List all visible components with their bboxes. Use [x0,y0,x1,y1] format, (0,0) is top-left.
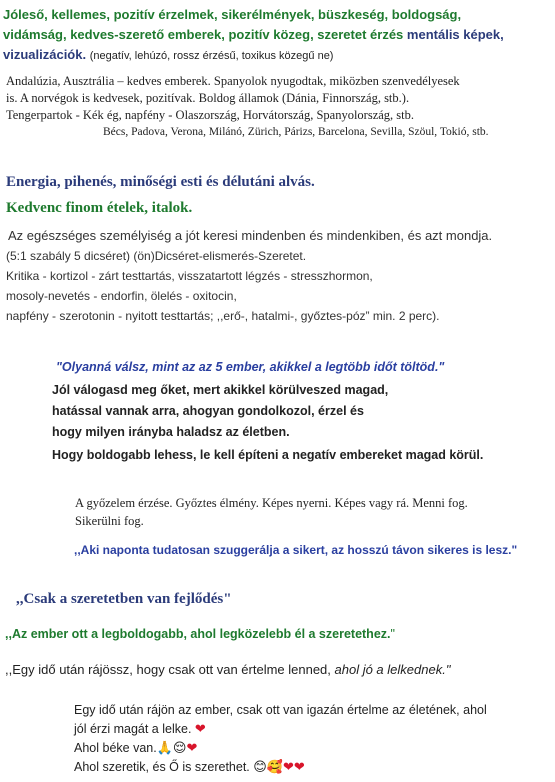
love-realize-text: ,,Egy idő után rájössz, hogy csak ott van értelme lenned, [5,662,335,677]
love-quote-end: " [390,627,395,641]
places-line-4: Bécs, Padova, Verona, Milánó, Zürich, Párizs, Barcelona, Sevilla, Szöul, Tokió, stb. [103,126,489,138]
places-block [6,73,554,141]
heart-icon-2: ❤ [186,741,198,756]
success-line-1: A győzelem érzése. Győztes élmény. Képes nyerni. Képes vagy rá. Menni fog. [75,496,468,510]
intro-block [3,5,553,66]
health-line-1: Az egészséges személyiség a jót keresi mindenben és mindenkiben, és azt mondja. [8,228,493,243]
love-realize-italic: ahol jó a lelkednek." [334,662,451,677]
health-line-2: (5:1 szabály 5 dicséret) (ön)Dicséret-elismerés-Szeretet. [6,249,307,263]
health-line-3: Kritika - kortizol - zárt testtartás, visszatartott légzés - stresszhormon, [6,269,373,283]
closing-line-1: Egy idő után rájön az ember, csak ott van igazán értelme az életének, ahol [74,703,487,717]
closing-line-3: Ahol béke van. [74,741,157,755]
places-line-1: Andalúzia, Ausztrália – kedves emberek. Spanyolok nyugodtak, miközben szenvedélyesek [6,74,460,88]
places-line-3: Tengerpartok - Kék ég, napfény - Olaszország, Horvátország, Spanyolország, stb. [6,108,415,122]
success-quote: ,,Aki naponta tudatosan szuggerálja a sikert, az hosszú távon sikeres is lesz." [74,543,518,557]
heart-icon: ❤ [194,722,206,737]
quote1-line-1: Jól válogasd meg őket, mert akikkel körülveszed magad, [52,383,389,397]
love-quote-text: ,,Az ember ott a legboldogabb, ahol legközelebb él a szeretethez. [5,627,391,641]
health-line-5: napfény - szerotonin - nyitott testtartás; ,,erő-, hatalmi-, győztes-póz” min. 2 perc). [6,309,440,323]
love-realize-line [5,660,450,680]
quote1-line-2: hatással vannak arra, ahogyan gondolkozol, érzel és [52,404,364,418]
health-line-4: mosoly-nevetés - endorfin, ölelés - oxitocin, [6,289,237,303]
quote1-title: "Olyanná válsz, mint az az 5 ember, akikkel a legtöbb időt töltöd." [56,360,445,374]
intro-line-2-mental: mentális képek, [406,27,504,42]
places-line-2: is. A norvégok is kedvesek, pozitívak. Boldog államok (Dánia, Finnország, stb.). [6,91,410,105]
love-heading: ,,Csak a szeretetben van fejlődés" [16,591,232,607]
closing-line-2: jól érzi magát a lelke. [74,722,192,736]
intro-line-2: vidámság, kedves-szerető emberek, pozitív közeg, szeretet érzés [3,27,404,42]
heart-icon-4: ❤ [293,760,305,775]
health-block [6,226,554,326]
pray-smile-icon: 🙏😌 [156,741,187,756]
success-block [75,494,553,530]
intro-line-1: Jóleső, kellemes, pozitív érzelmek, sikerélmények, büszkeség, boldogság, [3,7,462,22]
energy-line-2: Kedvenc finom ételek, italok. [6,200,193,216]
quote1-line-4: Hogy boldogabb lehess, le kell építeni a negatív embereket magad körül. [52,448,484,462]
success-line-2: Sikerülni fog. [75,514,144,528]
closing-line-4: Ahol szeretik, és Ő is szerethet. [74,760,250,774]
closing-block [74,701,554,777]
heart-icon-3: ❤ [283,760,294,775]
intro-line-3-visual: vizualizációk. [3,47,87,62]
energy-block [6,169,554,221]
energy-line-1: Energia, pihenés, minőségi esti és délutáni alvás. [6,174,315,190]
smile-kiss-icon: 😊🥰 [253,760,283,775]
love-quote-line [5,624,395,644]
intro-note: (negatív, lehúzó, rossz érzésű, toxikus közegű ne) [89,50,334,62]
quote1-line-3: hogy milyen irányba haladsz az életben. [52,425,290,439]
quote1-block [52,357,552,466]
